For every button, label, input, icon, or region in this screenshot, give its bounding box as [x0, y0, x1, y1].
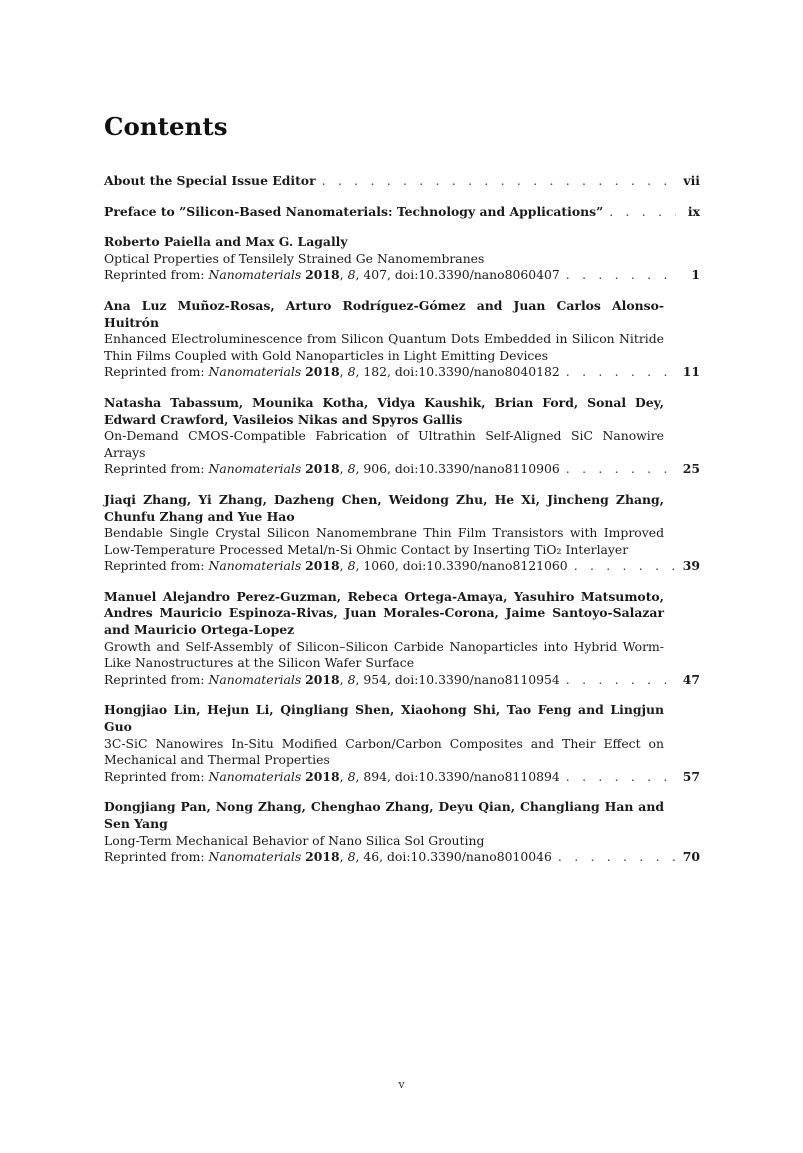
toc-page-number: 70: [682, 849, 700, 865]
page-footer: [0, 1078, 803, 1091]
article-title: On-Demand CMOS-Compatible Fabrication of Ultrathin Self-Aligned SiC Nanowire Arrays: [104, 428, 664, 460]
article-authors: Dongjiang Pan, Nong Zhang, Chenghao Zhang, Deyu Qian, Changliang Han and Sen Yang: [104, 799, 664, 831]
reprint-line: [104, 461, 700, 478]
toc-page-number: 11: [682, 364, 700, 380]
reprint-prefix: Reprinted from:: [104, 671, 205, 687]
year: 2018: [305, 461, 340, 477]
toc-page-number: 47: [682, 671, 700, 687]
reprint-line: [104, 849, 700, 866]
volume: 8: [347, 849, 356, 865]
toc-page-number: vii: [683, 173, 700, 188]
dot-leader: [566, 769, 676, 786]
reprint-line: [104, 364, 700, 381]
reprint-line: [104, 558, 700, 575]
article-title: Optical Properties of Tensilely Strained Ge Nanomembranes: [104, 250, 485, 266]
reprint-citation: Reprinted from: Nanomaterials 2018, 8, 46, doi:10.3390/nano8010046: [104, 849, 552, 865]
article-title: Bendable Single Crystal Silicon Nanomembrane Thin Film Transistors with Improved Low-Temperature Processed Metal/n-Si Ohmic Contact by Inserting TiO₂ Interlayer: [104, 525, 664, 557]
reprint-citation: Reprinted from: Nanomaterials 2018, 8, 954, doi:10.3390/nano8110954: [104, 671, 560, 687]
year: 2018: [305, 558, 340, 574]
year: 2018: [305, 768, 340, 784]
article-authors: Jiaqi Zhang, Yi Zhang, Dazheng Chen, Weidong Zhu, He Xi, Jincheng Zhang, Chunfu Zhang and Yue Hao: [104, 491, 664, 524]
journal-name: Nanomaterials: [208, 671, 302, 687]
article-number-doi: , 182, doi:10.3390/nano8040182: [355, 364, 560, 380]
dot-leader: [558, 849, 676, 866]
article-authors: Roberto Paiella and Max G. Lagally: [104, 234, 348, 250]
reprint-prefix: Reprinted from:: [104, 364, 205, 380]
table-of-contents: [104, 173, 700, 880]
journal-name: Nanomaterials: [208, 461, 302, 477]
year: 2018: [305, 267, 340, 283]
article-number-doi: , 906, doi:10.3390/nano8110906: [355, 461, 560, 477]
reprint-line: [104, 672, 700, 689]
article-number-doi: , 407, doi:10.3390/nano8060407: [355, 267, 560, 283]
year: 2018: [305, 671, 340, 687]
article-number-doi: , 954, doi:10.3390/nano8110954: [355, 671, 560, 687]
article-authors: Ana Luz Muñoz-Rosas, Arturo Rodríguez-Gómez and Juan Carlos Alonso-Huitrón: [104, 297, 664, 330]
toc-article[interactable]: [104, 298, 700, 381]
article-authors: Hongjiao Lin, Hejun Li, Qingliang Shen, Xiaohong Shi, Tao Feng and Lingjun Guo: [104, 702, 664, 735]
article-title: 3C-SiC Nanowires In-Situ Modified Carbon/Carbon Composites and Their Effect on Mechanical and Thermal Properties: [104, 735, 664, 768]
reprint-prefix: Reprinted from:: [104, 461, 205, 477]
volume: 8: [347, 768, 356, 784]
toc-entry-label: About the Special Issue Editor: [104, 173, 316, 188]
toc-page-number: 57: [682, 768, 700, 784]
dot-leader: [566, 267, 676, 284]
journal-name: Nanomaterials: [208, 558, 302, 574]
page-title: Contents: [104, 112, 228, 141]
reprint-prefix: Reprinted from:: [104, 558, 205, 574]
volume: 8: [347, 558, 356, 574]
footer-page-number: v: [398, 1078, 405, 1091]
volume: 8: [347, 671, 356, 687]
toc-article[interactable]: [104, 395, 700, 478]
dot-leader: [566, 461, 676, 478]
reprint-citation: Reprinted from: Nanomaterials 2018, 8, 906, doi:10.3390/nano8110906: [104, 461, 560, 477]
article-authors: Manuel Alejandro Perez-Guzman, Rebeca Ortega-Amaya, Yasuhiro Matsumoto, Andres Mauricio Espinoza-Rivas, Juan Morales-Corona, Jaime Santoyo-Salazar and Mauricio Ortega-Lopez: [104, 588, 664, 638]
reprint-prefix: Reprinted from:: [104, 267, 205, 283]
volume: 8: [347, 364, 356, 380]
year: 2018: [305, 364, 340, 380]
article-title: Long-Term Mechanical Behavior of Nano Silica Sol Grouting: [104, 832, 485, 848]
article-number-doi: , 46, doi:10.3390/nano8010046: [355, 849, 552, 865]
dot-leader: [566, 672, 676, 689]
journal-name: Nanomaterials: [208, 768, 302, 784]
toc-entry-preface[interactable]: [104, 204, 700, 221]
reprint-prefix: Reprinted from:: [104, 768, 205, 784]
dot-leader: [609, 204, 676, 221]
volume: 8: [347, 461, 356, 477]
toc-article[interactable]: [104, 799, 700, 865]
volume: 8: [347, 267, 356, 283]
reprint-prefix: Reprinted from:: [104, 849, 205, 865]
reprint-citation: Reprinted from: Nanomaterials 2018, 8, 1060, doi:10.3390/nano8121060: [104, 558, 568, 574]
toc-article[interactable]: [104, 492, 700, 575]
toc-article[interactable]: [104, 702, 700, 785]
reprint-citation: Reprinted from: Nanomaterials 2018, 8, 407, doi:10.3390/nano8060407: [104, 267, 560, 283]
reprint-citation: Reprinted from: Nanomaterials 2018, 8, 894, doi:10.3390/nano8110894: [104, 768, 560, 784]
year: 2018: [305, 849, 340, 865]
article-title: Growth and Self-Assembly of Silicon–Silicon Carbide Nanoparticles into Hybrid Worm-Like Nanostructures at the Silicon Wafer Surface: [104, 638, 664, 671]
reprint-line: [104, 769, 700, 786]
article-authors: Natasha Tabassum, Mounika Kotha, Vidya Kaushik, Brian Ford, Sonal Dey, Edward Crawford, Vasileios Nikas and Spyros Gallis: [104, 394, 664, 427]
toc-article[interactable]: [104, 234, 700, 284]
article-number-doi: , 1060, doi:10.3390/nano8121060: [355, 558, 568, 574]
toc-page-number: 39: [682, 558, 700, 574]
reprint-citation: Reprinted from: Nanomaterials 2018, 8, 182, doi:10.3390/nano8040182: [104, 364, 560, 380]
article-title: Enhanced Electroluminescence from Silicon Quantum Dots Embedded in Silicon Nitride Thin Films Coupled with Gold Nanoparticles in Light Emitting Devices: [104, 331, 664, 363]
journal-name: Nanomaterials: [208, 267, 302, 283]
dot-leader: [574, 558, 676, 575]
dot-leader: [566, 364, 676, 381]
toc-page-number: 25: [682, 461, 700, 477]
dot-leader: [322, 173, 676, 190]
toc-page-number: 1: [691, 267, 700, 283]
toc-entry-label: Preface to ”Silicon-Based Nanomaterials: Technology and Applications”: [104, 203, 604, 219]
journal-name: Nanomaterials: [208, 364, 302, 380]
toc-entry-editor[interactable]: [104, 173, 700, 190]
toc-page-number: ix: [687, 203, 700, 219]
reprint-line: [104, 267, 700, 284]
journal-name: Nanomaterials: [208, 849, 302, 865]
article-number-doi: , 894, doi:10.3390/nano8110894: [355, 768, 560, 784]
toc-article[interactable]: [104, 589, 700, 689]
